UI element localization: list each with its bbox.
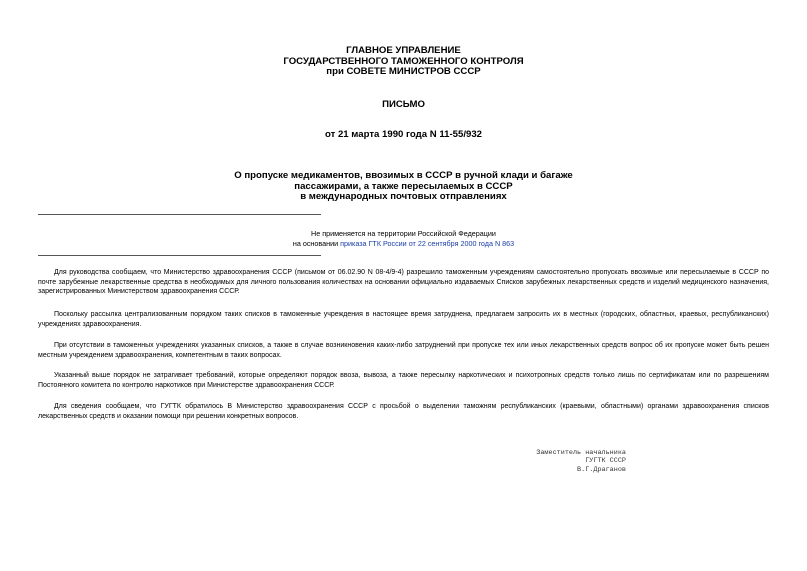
status-note-prefix: на основании bbox=[292, 238, 341, 248]
document-type: ПИСЬМО bbox=[382, 99, 425, 110]
paragraph-1: Для руководства сообщаем, что Министерство здравоохранения СССР (письмом от 06.02.90 N 08-4/9-4) разрешило таможенным учреждениям самостоятельно пропускать ввозимые или пересылаемые в СССР по почте зарубежные лекарственные средства в необходимых для личного пользования количествах на основании официально издаваемых Списков зарубежных лекарственных средств и изделий медицинского назначения, зарегистрированных Министерством здравоохранения СССР. bbox=[38, 269, 769, 295]
signatory-position: Заместитель начальника bbox=[536, 449, 626, 457]
status-note-line-1: Не применяется на территории Российской Федерации bbox=[311, 229, 496, 238]
document-date-number: от 21 марта 1990 года N 11-55/932 bbox=[324, 129, 483, 140]
paragraph-3: При отсутствии в таможенных учреждениях указанных списков, а также в случае возникновения каких-либо затруднений при пропуске тех или иных лекарственных средств вопрос об их пропуске может быть решен местным учреждением здравоохранения, компетентным в таких вопросах. bbox=[38, 342, 769, 359]
issuer-line-2: ГОСУДАРСТВЕННОГО ТАМОЖЕННОГО КОНТРОЛЯ bbox=[283, 55, 524, 67]
signatory-organization: ГУГТК СССР bbox=[585, 457, 626, 466]
signature-block bbox=[520, 449, 626, 474]
paragraph-5: Для сведения сообщаем, что ГУГТК обратилось В Министерство здравоохранения СССР с просьбой о выделении таможням республиканских (краевыми, областными) органами здравоохранения списков лекарственных средств и оказании помощи при решении конкретных вопросов. bbox=[38, 403, 769, 420]
status-note bbox=[0, 229, 807, 248]
paragraph-4: Указанный выше порядок не затрагивает требований, которые определяют порядок ввоза, вывоза, а также пересылку наркотических и психотропных средств только лишь по сертификатам или по разрешениям Постоянного комитета по контролю наркотиков при Министерстве здравоохранения СССР. bbox=[38, 372, 769, 389]
subject-line-2: пассажирами, а также пересылаемых в СССР bbox=[294, 180, 513, 192]
issuer-line-3: при СОВЕТЕ МИНИСТРОВ СССР bbox=[326, 66, 481, 77]
status-note-line-2 bbox=[0, 239, 807, 249]
signatory-name: В.Г.Драганов bbox=[577, 465, 626, 474]
paragraph-2: Поскольку рассылка централизованным порядком таких списков в таможенные учреждения в настоящее время затруднена, предлагаем запросить их в местных (городских, областных, краевых, республиканских) учреждениях здравоохранения. bbox=[38, 311, 769, 328]
repeal-order-link[interactable]: приказа ГТК России от 22 сентября 2000 года N 863 bbox=[340, 238, 515, 248]
divider-top bbox=[38, 214, 321, 215]
subject-line-1: О пропуске медикаментов, ввозимых в СССР в ручной клади и багаже bbox=[234, 170, 573, 181]
issuer-header bbox=[0, 46, 807, 78]
subject-line-3: в международных почтовых отправлениях bbox=[300, 191, 507, 202]
divider-bottom bbox=[38, 255, 321, 256]
issuer-line-1: ГЛАВНОЕ УПРАВЛЕНИЕ bbox=[346, 45, 461, 56]
document-subject bbox=[0, 171, 807, 203]
